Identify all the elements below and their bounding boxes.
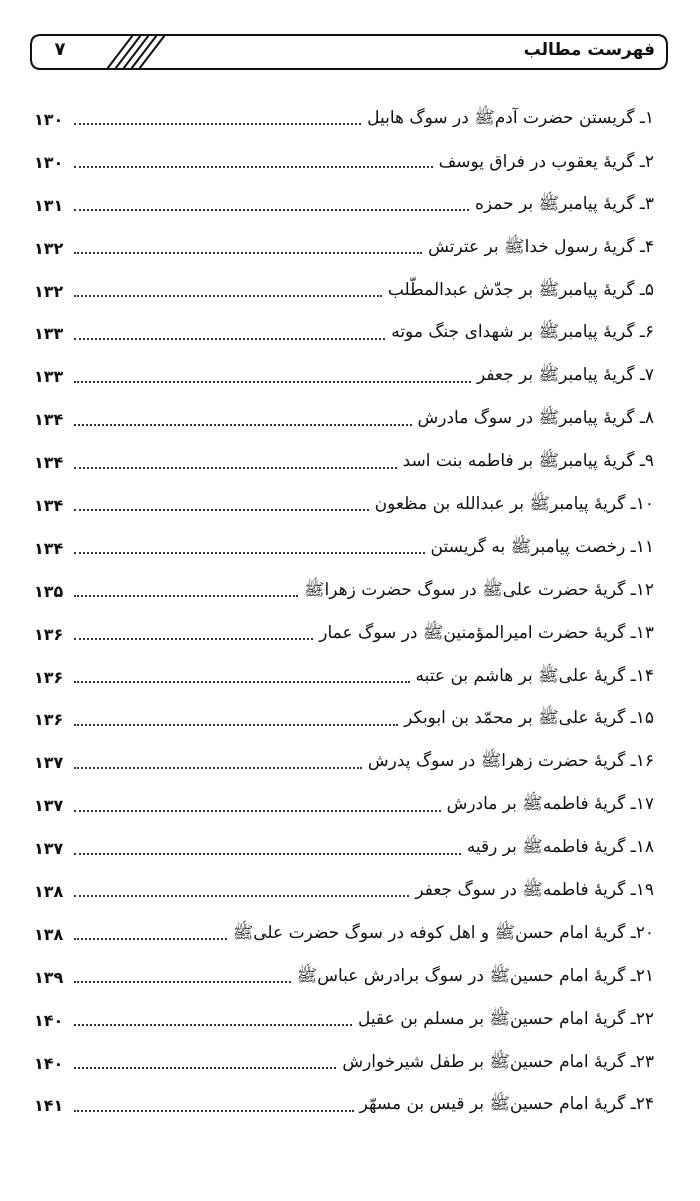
toc-entry-title: ۲۰ـ گریهٔ امام حسنﷺ و اهل کوفه در سوگ حضرت علیﷺ xyxy=(232,922,654,943)
toc-entry xyxy=(34,1042,654,1085)
toc-entry xyxy=(34,913,654,956)
toc-entry-page: ۱۴۱ xyxy=(34,1096,64,1116)
toc-entry-title: ۱۹ـ گریهٔ فاطمهﷺ در سوگ جعفر xyxy=(415,879,654,900)
toc-entry xyxy=(34,270,654,313)
toc-entry-page: ۱۳۸ xyxy=(34,881,64,901)
dot-leader xyxy=(74,981,291,983)
toc-entry xyxy=(34,999,654,1042)
toc-entry-page: ۱۳۹ xyxy=(34,967,64,987)
toc-entry-title: ۱۴ـ گریهٔ علیﷺ بر هاشم بن عتبه xyxy=(415,665,654,686)
toc-entry-title: ۱ـ گریستن حضرت آدمﷺ در سوگ هابیل xyxy=(367,107,654,128)
dot-leader xyxy=(74,767,362,769)
dot-leader xyxy=(74,209,469,211)
dot-leader xyxy=(74,1067,336,1069)
dot-leader xyxy=(74,895,409,897)
toc-entry-page: ۱۳۶ xyxy=(34,624,64,644)
toc-entry xyxy=(34,398,654,441)
toc-entry-page: ۱۳۸ xyxy=(34,924,64,944)
dot-leader xyxy=(74,638,313,640)
toc-entry-title: ۲ـ گریهٔ یعقوب در فراق یوسف xyxy=(438,152,654,173)
dot-leader xyxy=(74,467,397,469)
toc-entry-title: ۹ـ گریهٔ پیامبرﷺ بر فاطمه بنت اسد xyxy=(402,451,654,472)
dot-leader xyxy=(74,381,471,383)
toc-entry-page: ۱۳۴ xyxy=(34,453,64,473)
toc-entry xyxy=(34,184,654,227)
toc-entry xyxy=(34,784,654,827)
toc-entry-page: ۱۳۳ xyxy=(34,367,64,387)
dot-leader xyxy=(74,295,382,297)
toc-entry-page: ۱۳۶ xyxy=(34,667,64,687)
toc-entry-page: ۱۴۰ xyxy=(34,1010,64,1030)
toc-entry xyxy=(34,656,654,699)
toc-entry xyxy=(34,570,654,613)
toc-entry xyxy=(34,441,654,484)
toc-entry xyxy=(34,527,654,570)
toc-entry-title: ۱۵ـ گریهٔ علیﷺ بر محمّد بن ابوبکر xyxy=(404,708,654,729)
toc-entry-title: ۱۸ـ گریهٔ فاطمهﷺ بر رقیه xyxy=(466,837,654,858)
toc-entry xyxy=(34,355,654,398)
toc-entry-page: ۱۳۳ xyxy=(34,324,64,344)
toc-entry xyxy=(34,141,654,184)
toc-entry-title: ۱۶ـ گریهٔ حضرت زهراﷺ در سوگ پدرش xyxy=(367,751,654,772)
table-of-contents xyxy=(34,98,654,1127)
toc-entry-page: ۱۳۷ xyxy=(34,753,64,773)
toc-entry-title: ۲۴ـ گریهٔ امام حسینﷺ بر قیس بن مسهّر xyxy=(359,1094,654,1115)
toc-entry-page: ۱۳۶ xyxy=(34,710,64,730)
dot-leader xyxy=(74,724,398,726)
dot-leader xyxy=(74,1024,352,1026)
toc-entry-title: ۵ـ گریهٔ پیامبرﷺ بر جدّش عبدالمطّلب xyxy=(387,279,654,300)
toc-entry-page: ۱۴۰ xyxy=(34,1053,64,1073)
toc-entry xyxy=(34,484,654,527)
toc-entry-title: ۱۷ـ گریهٔ فاطمهﷺ بر مادرش xyxy=(446,794,654,815)
page-header xyxy=(29,33,669,71)
toc-entry xyxy=(34,312,654,355)
toc-entry-title: ۱۰ـ گریهٔ پیامبرﷺ بر عبدالله بن مظعون xyxy=(374,493,654,514)
toc-entry xyxy=(34,1084,654,1127)
toc-entry-page: ۱۳۴ xyxy=(34,495,64,515)
toc-entry xyxy=(34,827,654,870)
toc-entry xyxy=(34,741,654,784)
toc-entry-page: ۱۳۲ xyxy=(34,281,64,301)
dot-leader xyxy=(74,1110,354,1112)
dot-leader xyxy=(74,938,227,940)
page-number: ۷ xyxy=(54,39,66,60)
toc-entry xyxy=(34,98,654,141)
toc-entry-page: ۱۳۴ xyxy=(34,410,64,430)
toc-entry-title: ۸ـ گریهٔ پیامبرﷺ در سوگ مادرش xyxy=(417,408,654,429)
toc-entry-title: ۱۱ـ رخصت پیامبرﷺ به گریستن xyxy=(430,536,654,557)
toc-entry-title: ۲۱ـ گریهٔ امام حسینﷺ در سوگ برادرش عباسﷺ xyxy=(296,965,654,986)
dot-leader xyxy=(74,552,425,554)
toc-entry-title: ۴ـ گریهٔ رسول خداﷺ بر عترتش xyxy=(428,236,654,257)
toc-entry xyxy=(34,870,654,913)
dot-leader xyxy=(74,123,361,125)
dot-leader xyxy=(74,595,298,597)
toc-entry-page: ۱۳۱ xyxy=(34,195,64,215)
dot-leader xyxy=(74,509,369,511)
dot-leader xyxy=(74,424,412,426)
toc-entry-title: ۲۲ـ گریهٔ امام حسینﷺ بر مسلم بن عقیل xyxy=(358,1008,654,1029)
dot-leader xyxy=(74,166,433,168)
toc-entry-page: ۱۳۰ xyxy=(34,152,64,172)
toc-entry xyxy=(34,613,654,656)
header-title: فهرست مطالب xyxy=(523,40,655,60)
dot-leader xyxy=(74,853,461,855)
decorative-slashes xyxy=(107,35,165,69)
dot-leader xyxy=(74,252,422,254)
dot-leader xyxy=(74,681,410,683)
toc-entry-title: ۱۲ـ گریهٔ حضرت علیﷺ در سوگ حضرت زهراﷺ xyxy=(304,579,654,600)
dot-leader xyxy=(74,338,385,340)
toc-entry xyxy=(34,698,654,741)
toc-entry xyxy=(34,227,654,270)
toc-entry-title: ۶ـ گریهٔ پیامبرﷺ بر شهدای جنگ موته xyxy=(391,322,654,343)
toc-entry-page: ۱۳۵ xyxy=(34,581,64,601)
toc-entry-title: ۳ـ گریهٔ پیامبرﷺ بر حمزه xyxy=(475,193,654,214)
toc-entry-page: ۱۳۷ xyxy=(34,839,64,859)
toc-entry-page: ۱۳۰ xyxy=(34,109,64,129)
toc-entry-title: ۱۳ـ گریهٔ حضرت امیرالمؤمنینﷺ در سوگ عمار xyxy=(319,622,654,643)
toc-entry xyxy=(34,956,654,999)
dot-leader xyxy=(74,810,441,812)
toc-entry-page: ۱۳۴ xyxy=(34,538,64,558)
toc-entry-title: ۲۳ـ گریهٔ امام حسینﷺ بر طفل شیرخوارش xyxy=(342,1051,654,1072)
toc-entry-page: ۱۳۷ xyxy=(34,796,64,816)
toc-entry-title: ۷ـ گریهٔ پیامبرﷺ بر جعفر xyxy=(476,365,654,386)
toc-entry-page: ۱۳۲ xyxy=(34,238,64,258)
